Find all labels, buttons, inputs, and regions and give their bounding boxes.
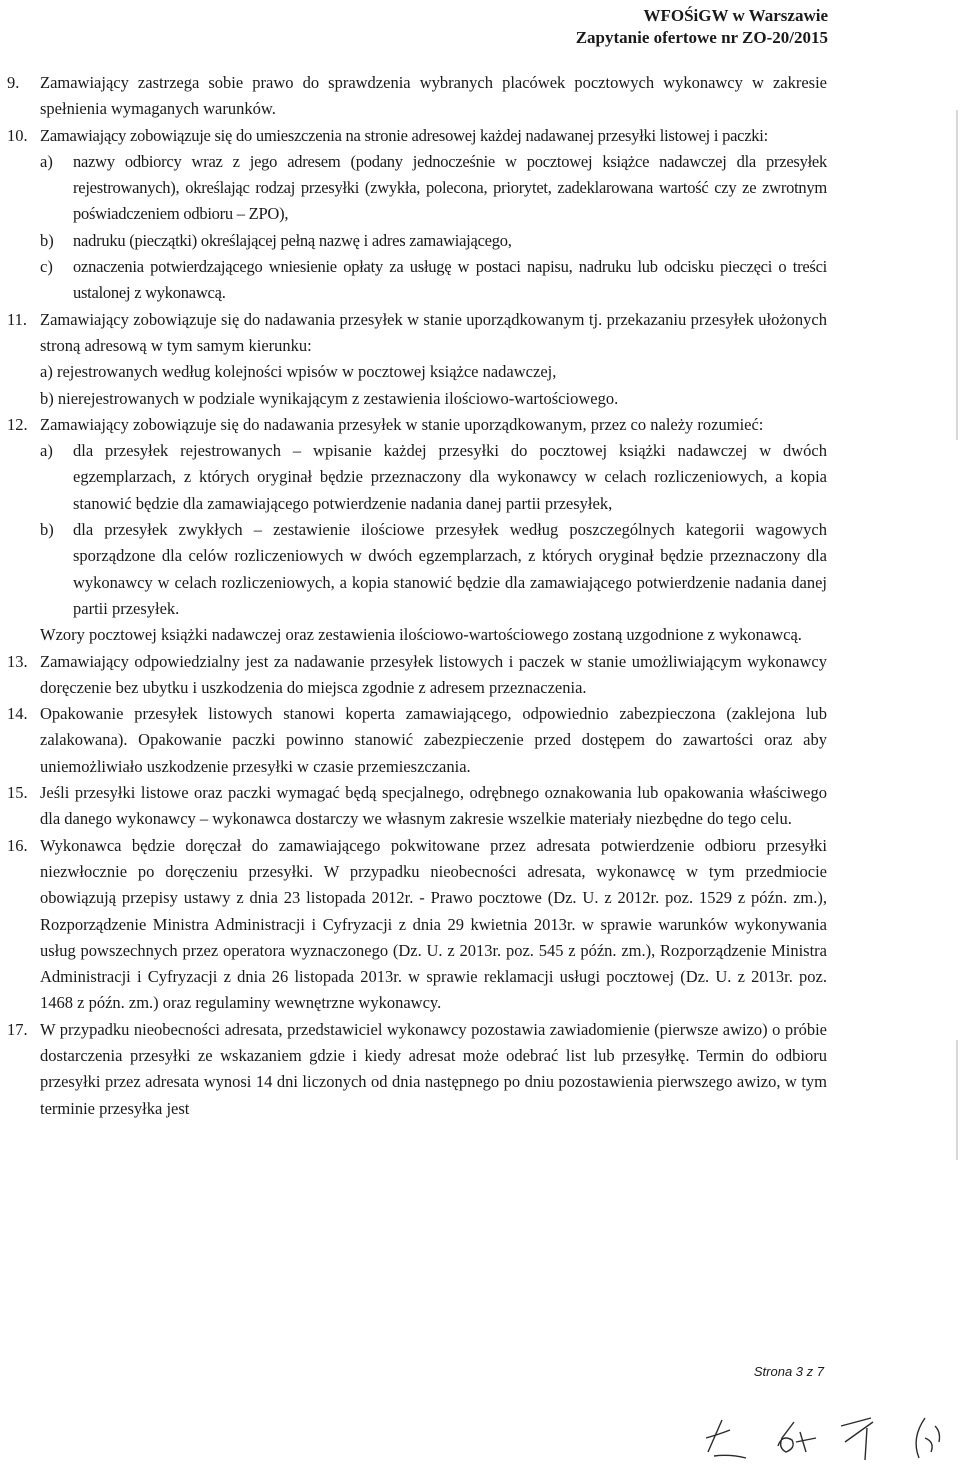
clause-number: 13. <box>7 651 28 671</box>
sub-label: b) <box>40 230 54 250</box>
sub-item-b <box>40 517 827 622</box>
clause-11 <box>7 307 827 412</box>
clause-12 <box>7 412 827 649</box>
document-body <box>7 70 827 1122</box>
clause-number: 15. <box>7 783 28 803</box>
initials-signature-1 <box>700 1408 780 1468</box>
clause-number: 14. <box>7 704 28 724</box>
clause-intro: Zamawiający zobowiązuje się do umieszczenia na stronie adresowej każdej nadawanej przesyłki listowej i paczki: <box>40 125 768 145</box>
sub-text: dla przesyłek rejestrowanych – wpisanie każdej przesyłki do pocztowej książki nadawczej w dwóch egzemplarzach, z których oryginał będzie przeznaczony dla wykonawcy w celach rozliczeniowych, a kopia stanowić będzie dla zamawiającego potwierdzenie nadania danej partii przesyłek, <box>73 441 827 513</box>
header-reference: Zapytanie ofertowe nr ZO-20/2015 <box>575 28 828 47</box>
clause-number: 9. <box>7 73 20 92</box>
clause-14 <box>7 701 827 780</box>
sub-item-b <box>40 228 827 254</box>
header-org: WFOŚiGW w Warszawie <box>643 6 828 25</box>
sub-label: c) <box>40 257 53 277</box>
clause-line-a: a) rejestrowanych według kolejności wpisów w pocztowej książce nadawczej, <box>40 362 557 382</box>
clause-intro: Zamawiający zobowiązuje się do nadawania przesyłek w stanie uporządkowanym, przez co należy rozumieć: <box>40 414 764 434</box>
initials-signature-3 <box>835 1408 895 1468</box>
clause-17 <box>7 1017 827 1122</box>
clause-16 <box>7 833 827 1017</box>
clause-text: Zamawiający zastrzega sobie prawo do sprawdzenia wybranych placówek pocztowych wykonawcy w zakresie spełnienia wymaganych warunków. <box>40 73 827 119</box>
clause-number: 16. <box>7 835 28 855</box>
clause-intro: Zamawiający zobowiązuje się do nadawania przesyłek w stanie uporządkowanym tj. przekazaniu przesyłek ułożonych stroną adresową w tym samym kierunku: <box>40 309 827 355</box>
clause-text: Wykonawca będzie doręczał do zamawiającego pokwitowane przez adresata potwierdzenie odbioru przesyłki niezwłocznie po doręczeniu przesyłki. W przypadku nieobecności adresata, wykonawcę w tym przedmiocie obowiązują przepisy ustawy z dnia 23 listopada 2012r. - Prawo pocztowe (Dz. U. z 2012r. poz. 1529 z późn. zm.), Rozporządzenie Ministra Administracji i Cyfryzacji z dnia 29 kwietnia 2013r. w sprawie warunków wykonywania usług powszechnych przez operatora wyznaczonego (Dz. U. z 2013r. poz. 545 z późn. zm.), Rozporządzenie Ministra Administracji i Cyfryzacji z dnia 26 listopada 2013r. w sprawie reklamacji usługi pocztowej (Dz. U. z 2013r. poz. 1468 z późn. zm.) oraz regulaminy wewnętrzne wykonawcy. <box>40 835 827 1013</box>
clause-15 <box>7 780 827 833</box>
sub-text: nazwy odbiorcy wraz z jego adresem (podany jednocześnie w pocztowej książce nadawczej dla przesyłek rejestrowanych), określając rodzaj przesyłki (zwykła, polecona, priorytet, zadeklarowana wartość czy ze zwrotnym poświadczeniem odbioru – ZPO), <box>73 151 827 224</box>
clause-text: Opakowanie przesyłek listowych stanowi koperta zamawiającego, odpowiednio zabezpieczona (zaklejona lub zalakowana). Opakowanie paczki powinno stanowić zabezpieczenie przed dostępem do zawartości oraz aby uniemożliwiało uszkodzenie przesyłki w czasie przemieszczania. <box>40 704 827 776</box>
clause-number: 12. <box>7 414 28 434</box>
clause-13 <box>7 649 827 702</box>
page-number: Strona 3 z 7 <box>753 1364 824 1379</box>
clause-number: 11. <box>7 309 28 329</box>
clause-text: Zamawiający odpowiedzialny jest za nadawanie przesyłek listowych i paczek w stanie umożliwiającym wykonawcy doręczenie bez ubytku i uszkodzenia do miejsca zgodnie z adresem przeznaczenia. <box>40 651 827 697</box>
clause-text: W przypadku nieobecności adresata, przedstawiciel wykonawcy pozostawia zawiadomienie (pierwsze awizo) o próbie dostarczenia przesyłki ze wskazaniem gdzie i kiedy adresat może odebrać list lub przesyłkę. Termin do odbioru przesyłki przez adresata wynosi 14 dni liczonych od dnia następnego po dniu pozostawienia pierwszego awizo, w tym terminie przesyłka jest <box>40 1019 827 1118</box>
initials-signature-2 <box>770 1408 840 1468</box>
initials-signature-4 <box>905 1408 955 1468</box>
sub-text: dla przesyłek zwykłych – zestawienie ilościowe przesyłek według poszczególnych kategorii wagowych sporządzone dla celów rozliczeniowych w dwóch egzemplarzach, z których oryginał będzie przeznaczony dla wykonawcy w celach rozliczeniowych, a kopia stanowić będzie dla zamawiającego potwierdzenie nadania danej partii przesyłek. <box>73 520 827 618</box>
clause-number: 17. <box>7 1019 28 1039</box>
clause-number: 10. <box>7 125 28 145</box>
document-header <box>576 5 828 49</box>
clause-outro: Wzory pocztowej książki nadawczej oraz zestawienia ilościowo-wartościowego zostaną uzgodnione z wykonawcą. <box>40 625 802 645</box>
clause-9 <box>7 70 827 123</box>
sub-text: oznaczenia potwierdzającego wniesienie opłaty za usługę w postaci napisu, nadruku lub odcisku pieczęci o treści ustalonej z wykonawcą. <box>73 257 827 303</box>
clause-text: Jeśli przesyłki listowe oraz paczki wymagać będą specjalnego, odrębnego oznakowania lub opakowania właściwego dla danego wykonawcy – wykonawca dostarczy we własnym zakresie wszelkie materiały niezbędne do tego celu. <box>40 783 827 829</box>
sub-label: a) <box>40 441 53 461</box>
sub-item-a <box>40 149 827 228</box>
scan-edge-mark <box>956 1040 958 1160</box>
clause-line-b: b) nierejestrowanych w podziale wynikającym z zestawienia ilościowo-wartościowego. <box>40 388 619 408</box>
sub-text: nadruku (pieczątki) określającej pełną nazwę i adres zamawiającego, <box>73 230 512 250</box>
sub-item-a <box>40 438 827 517</box>
sub-label: a) <box>40 151 53 171</box>
clause-10 <box>7 123 827 307</box>
scan-edge-mark <box>956 110 958 440</box>
sub-item-c <box>40 254 827 307</box>
sub-label: b) <box>40 520 54 540</box>
